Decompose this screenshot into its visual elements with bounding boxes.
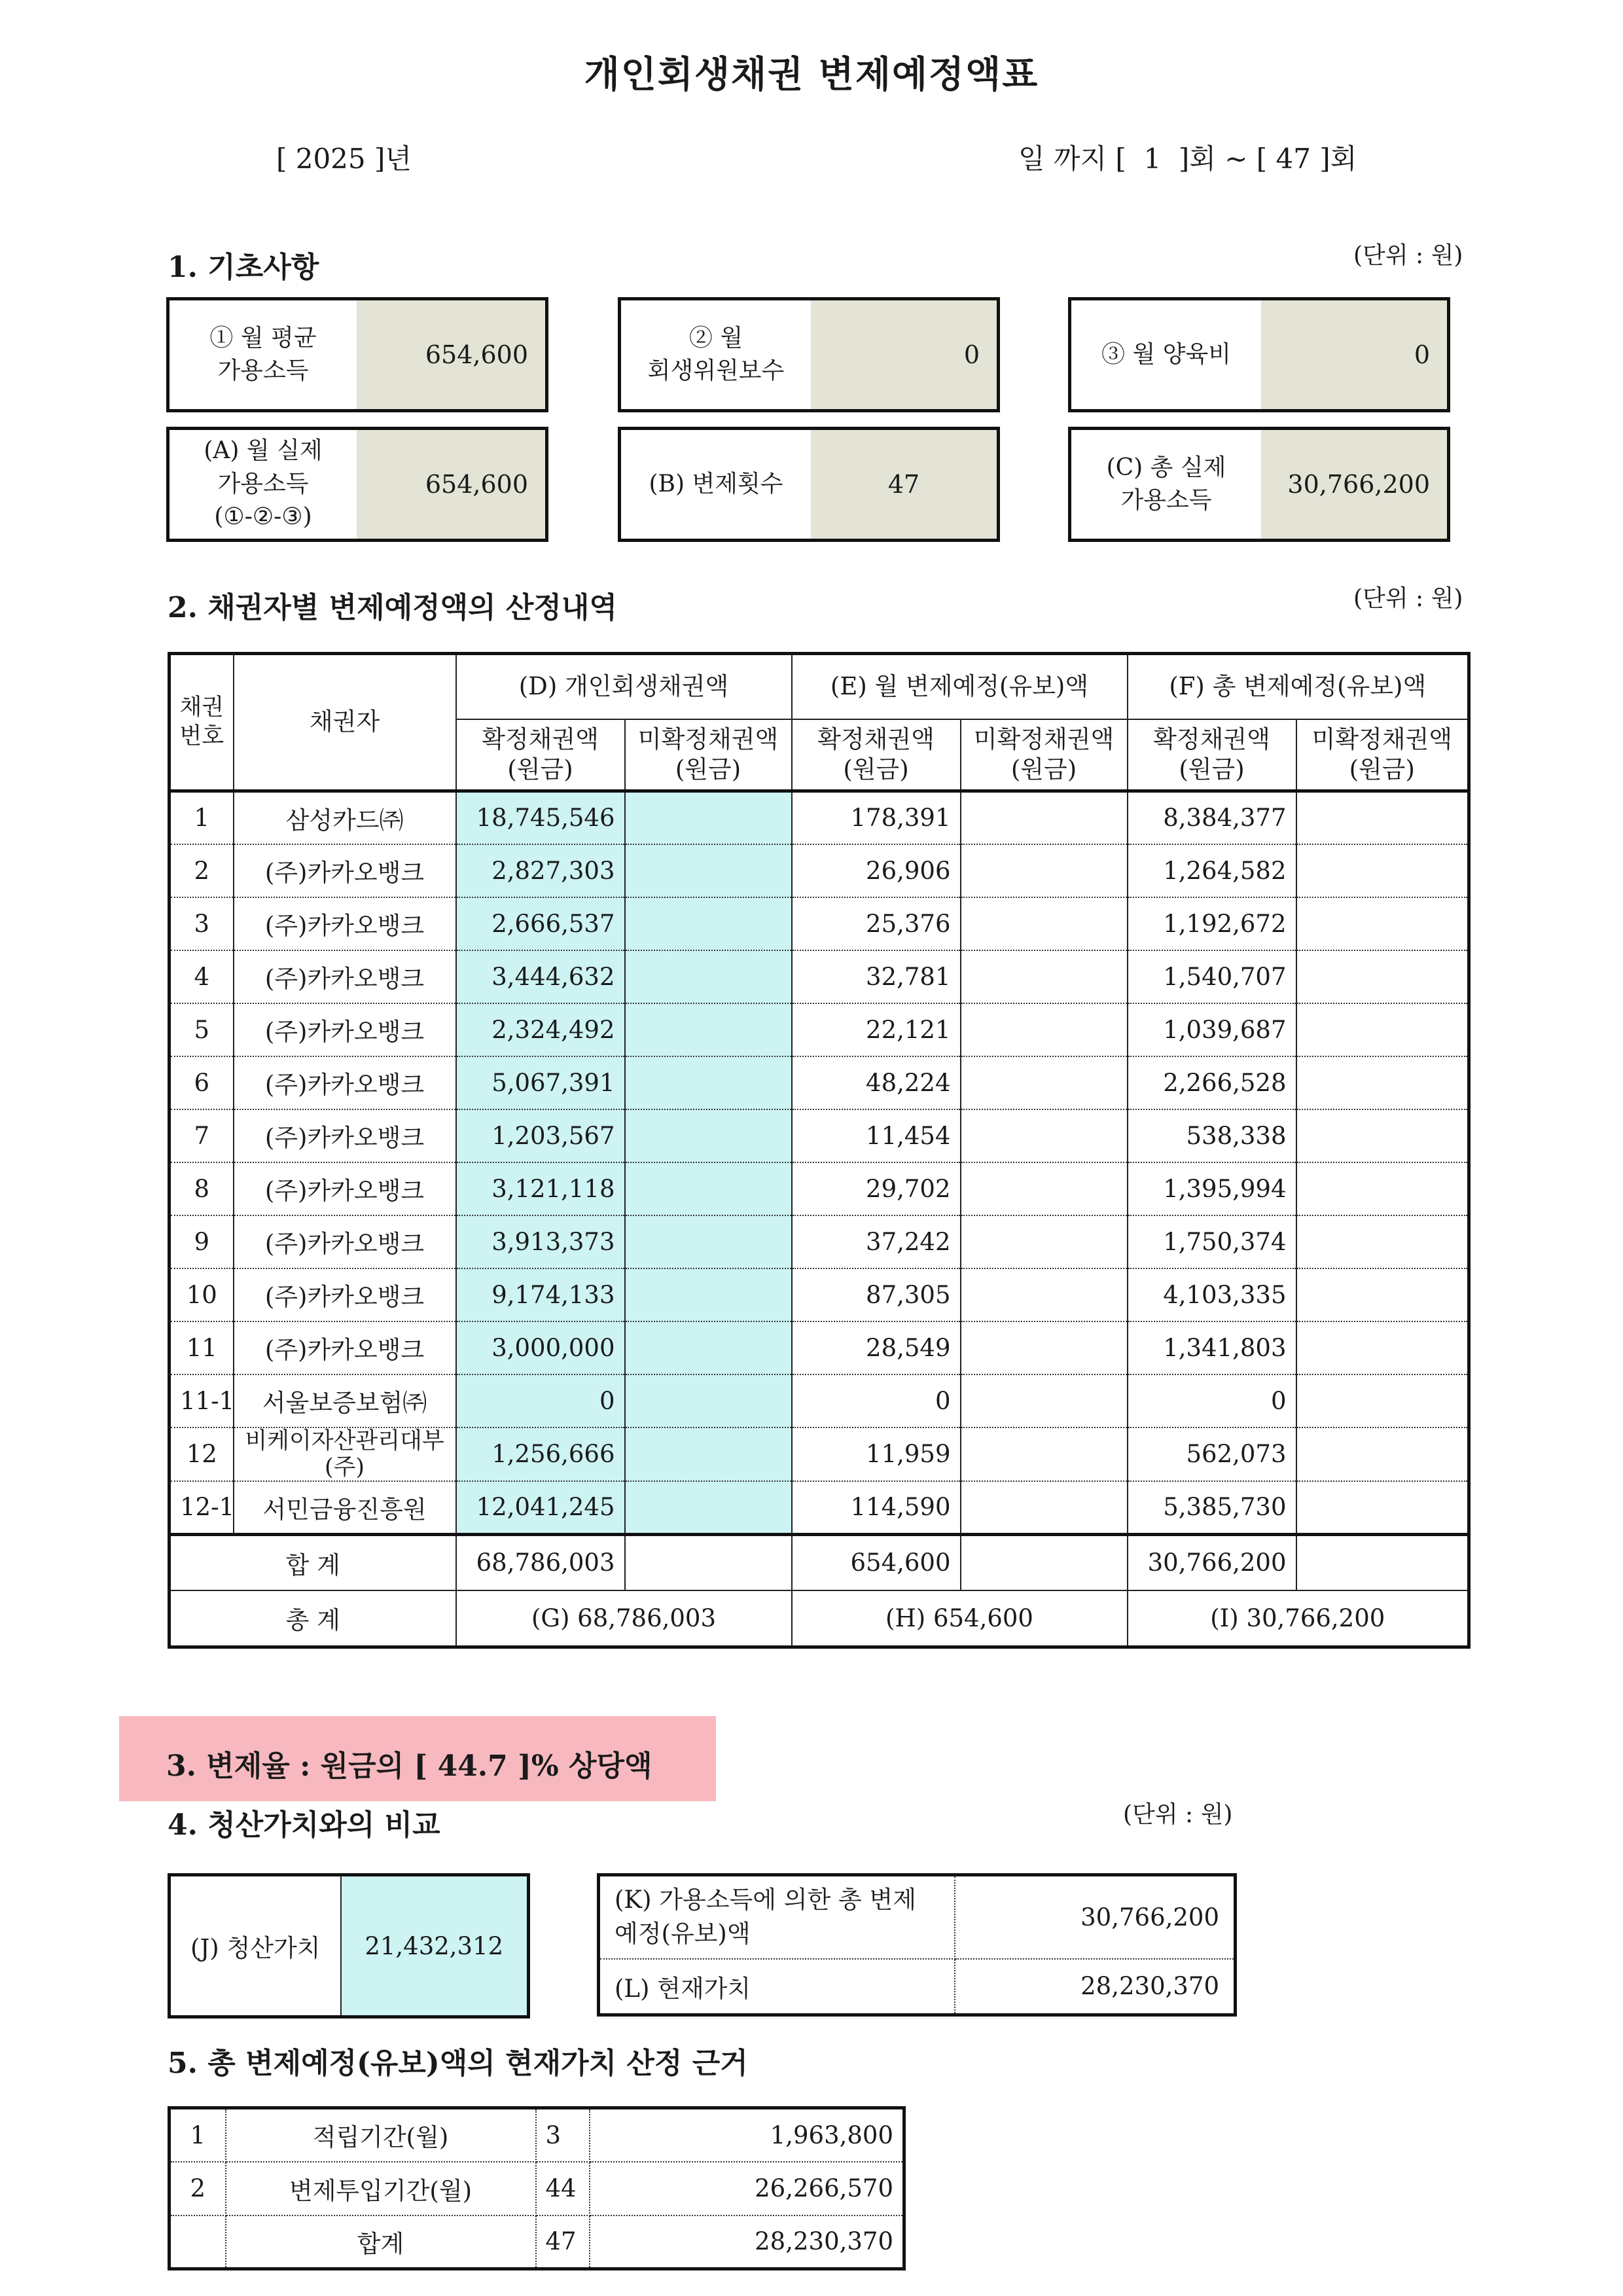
period-field: 일 까지 [ 1 ]회 ~ [ 47 ]회 (1018, 143, 1357, 175)
row-f-unconfirmed (1296, 897, 1469, 950)
row-d-unconfirmed (625, 897, 792, 950)
creditor-table (168, 652, 1471, 1649)
section4-title: 4. 청산가치와의 비교 (168, 1808, 440, 1842)
box-value: 47 (811, 430, 997, 539)
row-creditor: (주)카카오뱅크 (234, 844, 456, 897)
table-row (169, 1374, 1469, 1427)
header-f-confirmed: 확정채권액 (원금) (1128, 719, 1296, 791)
row-no: 4 (169, 950, 234, 1003)
row-d-confirmed: 0 (456, 1374, 625, 1427)
total-label: 총 계 (169, 1590, 456, 1647)
row-d-confirmed: 2,666,537 (456, 897, 625, 950)
row-d-confirmed: 12,041,245 (456, 1481, 625, 1534)
table-row (169, 844, 1469, 897)
year-field: [ 2025 ]년 (276, 143, 412, 175)
row-f-unconfirmed (1296, 1321, 1469, 1374)
row-d-confirmed: 2,827,303 (456, 844, 625, 897)
row-d-unconfirmed (625, 1268, 792, 1321)
row-no: 5 (169, 1003, 234, 1056)
row-e-confirmed: 22,121 (792, 1003, 961, 1056)
row-f-confirmed: 1,750,374 (1128, 1215, 1296, 1268)
row-e-unconfirmed (961, 1374, 1128, 1427)
row-f-confirmed: 538,338 (1128, 1109, 1296, 1162)
row-d-confirmed: 3,121,118 (456, 1162, 625, 1215)
row-creditor: (주)카카오뱅크 (234, 950, 456, 1003)
box-monthly-commissioner-fee (618, 297, 1000, 412)
row-f-confirmed: 0 (1128, 1374, 1296, 1427)
row-e-unconfirmed (961, 1162, 1128, 1215)
row-no: 3 (169, 897, 234, 950)
box-value: 654,600 (357, 430, 545, 539)
row-e-unconfirmed (961, 950, 1128, 1003)
box-label: (B) 변제횟수 (621, 430, 811, 539)
row-no: 12-1 (169, 1481, 234, 1534)
row-e-unconfirmed (961, 1109, 1128, 1162)
row-f-confirmed: 1,395,994 (1128, 1162, 1296, 1215)
table-row (169, 1162, 1469, 1215)
row-f-confirmed: 8,384,377 (1128, 791, 1296, 844)
row-creditor: (주)카카오뱅크 (234, 1003, 456, 1056)
present-value-basis-table (168, 2106, 906, 2270)
row-f-unconfirmed (1296, 1374, 1469, 1427)
row-d-unconfirmed (625, 950, 792, 1003)
row-e-confirmed: 178,391 (792, 791, 961, 844)
repayment-rate-text: 3. 변제율 : 원금의 [ 44.7 ]% 상당액 (166, 1749, 652, 1783)
row-no: 12 (169, 1427, 234, 1482)
box-label: ③ 월 양육비 (1071, 300, 1261, 409)
row-f-confirmed: 1,341,803 (1128, 1321, 1296, 1374)
row-no: 10 (169, 1268, 234, 1321)
row-d-unconfirmed (625, 844, 792, 897)
box-total-actual-income (1068, 427, 1450, 542)
row-f-unconfirmed (1296, 1268, 1469, 1321)
header-e-unconfirmed: 미확정채권액 (원금) (961, 719, 1128, 791)
row-creditor: (주)카카오뱅크 (234, 1321, 456, 1374)
row-d-unconfirmed (625, 1056, 792, 1109)
table-row (169, 1427, 1469, 1482)
l-label: (L) 현재가치 (599, 1959, 955, 2015)
row-no: 7 (169, 1109, 234, 1162)
section2-unit: (단위 : 원) (1353, 585, 1463, 612)
row-no: 11 (169, 1321, 234, 1374)
table-row (169, 1003, 1469, 1056)
total-i: (I) 30,766,200 (1128, 1590, 1469, 1647)
row-e-confirmed: 11,454 (792, 1109, 961, 1162)
row-d-confirmed: 3,000,000 (456, 1321, 625, 1374)
box-monthly-avg-income (166, 297, 548, 412)
row-creditor: (주)카카오뱅크 (234, 1162, 456, 1215)
row-no: 2 (169, 844, 234, 897)
box-label: ① 월 평균 가용소득 (169, 300, 357, 409)
box-actual-income (166, 427, 548, 542)
row-e-confirmed: 29,702 (792, 1162, 961, 1215)
table-row (169, 897, 1469, 950)
basis-amount: 28,230,370 (755, 2227, 893, 2256)
row-f-unconfirmed (1296, 1056, 1469, 1109)
header-f-unconfirmed: 미확정채권액 (원금) (1296, 719, 1469, 791)
row-e-confirmed: 11,959 (792, 1427, 961, 1482)
box-label: (A) 월 실제 가용소득 (①-②-③) (169, 430, 357, 539)
row-e-confirmed: 32,781 (792, 950, 961, 1003)
j-label: (J) 청산가치 (190, 1934, 321, 1962)
header-d: (D) 개인회생채권액 (456, 654, 792, 719)
sum-label: 합 계 (169, 1534, 456, 1590)
row-f-confirmed: 1,039,687 (1128, 1003, 1296, 1056)
row-no: 1 (169, 791, 234, 844)
row-d-unconfirmed (625, 1109, 792, 1162)
basis-no: 1 (169, 2108, 226, 2162)
table-row (169, 791, 1469, 844)
section4-unit: (단위 : 원) (1123, 1801, 1233, 1828)
row-e-unconfirmed (961, 1215, 1128, 1268)
row-f-unconfirmed (1296, 1162, 1469, 1215)
row-d-confirmed: 9,174,133 (456, 1268, 625, 1321)
basis-amount: 26,266,570 (590, 2162, 904, 2215)
total-g: (G) 68,786,003 (456, 1590, 792, 1647)
table-row (169, 1056, 1469, 1109)
basis-no: 2 (169, 2162, 226, 2215)
row-no: 11-1 (169, 1374, 234, 1427)
row-f-unconfirmed (1296, 1427, 1469, 1482)
row-f-unconfirmed (1296, 1003, 1469, 1056)
sum-f: 30,766,200 (1128, 1534, 1296, 1590)
box-monthly-child-support (1068, 297, 1450, 412)
basis-amount: 1,963,800 (590, 2108, 904, 2162)
box-value: 30,766,200 (1261, 430, 1447, 539)
row-f-unconfirmed (1296, 1215, 1469, 1268)
row-e-unconfirmed (961, 1268, 1128, 1321)
row-creditor: (주)카카오뱅크 (234, 1056, 456, 1109)
section1-title: 1. 기초사항 (168, 251, 319, 284)
row-creditor: (주)카카오뱅크 (234, 1215, 456, 1268)
table-row (169, 1109, 1469, 1162)
row-d-confirmed: 1,203,567 (456, 1109, 625, 1162)
row-e-unconfirmed (961, 791, 1128, 844)
section1-unit: (단위 : 원) (1353, 242, 1463, 269)
row-e-confirmed: 37,242 (792, 1215, 961, 1268)
box-label: (C) 총 실제 가용소득 (1071, 430, 1261, 539)
row-f-unconfirmed (1296, 844, 1469, 897)
k-value: 30,766,200 (955, 1875, 1236, 1959)
liquidation-value-table (168, 1873, 530, 2018)
header-no: 채권 번호 (169, 654, 234, 791)
box-value: 654,600 (357, 300, 545, 409)
row-e-confirmed: 26,906 (792, 844, 961, 897)
basis-months: 3 (536, 2108, 590, 2162)
row-d-unconfirmed (625, 1481, 792, 1534)
row-creditor: (주)카카오뱅크 (234, 1268, 456, 1321)
row-no: 6 (169, 1056, 234, 1109)
page-title: 개인회생채권 변제예정액표 (584, 53, 1039, 96)
row-f-unconfirmed (1296, 950, 1469, 1003)
row-d-unconfirmed (625, 1215, 792, 1268)
row-e-confirmed: 114,590 (792, 1481, 961, 1534)
row-e-unconfirmed (961, 1481, 1128, 1534)
row-e-unconfirmed (961, 897, 1128, 950)
table-row (169, 1321, 1469, 1374)
row-f-confirmed: 1,264,582 (1128, 844, 1296, 897)
row-e-confirmed: 28,549 (792, 1321, 961, 1374)
table-row (169, 950, 1469, 1003)
row-creditor: 삼성카드㈜ (234, 791, 456, 844)
row-d-confirmed: 3,913,373 (456, 1215, 625, 1268)
box-repayment-count (618, 427, 1000, 542)
row-f-confirmed: 4,103,335 (1128, 1268, 1296, 1321)
row-d-unconfirmed (625, 1003, 792, 1056)
basis-label: 적립기간(월) (226, 2108, 536, 2162)
header-d-unconfirmed: 미확정채권액 (원금) (625, 719, 792, 791)
header-f: (F) 총 변제예정(유보)액 (1128, 654, 1469, 719)
basis-no (169, 2215, 226, 2269)
total-h: (H) 654,600 (792, 1590, 1128, 1647)
sum-e: 654,600 (792, 1534, 961, 1590)
header-e: (E) 월 변제예정(유보)액 (792, 654, 1128, 719)
row-e-unconfirmed (961, 1003, 1128, 1056)
row-f-unconfirmed (1296, 1481, 1469, 1534)
row-d-confirmed: 2,324,492 (456, 1003, 625, 1056)
row-e-confirmed: 0 (792, 1374, 961, 1427)
row-d-confirmed: 5,067,391 (456, 1056, 625, 1109)
row-creditor: (주)카카오뱅크 (234, 897, 456, 950)
basis-months: 47 (536, 2215, 590, 2269)
box-value: 0 (1261, 300, 1447, 409)
row-d-confirmed: 18,745,546 (456, 791, 625, 844)
basis-label: 합계 (226, 2215, 536, 2269)
row-f-confirmed: 1,192,672 (1128, 897, 1296, 950)
row-e-unconfirmed (961, 1427, 1128, 1482)
header-d-confirmed: 확정채권액 (원금) (456, 719, 625, 791)
row-d-confirmed: 1,256,666 (456, 1427, 625, 1482)
row-f-confirmed: 5,385,730 (1128, 1481, 1296, 1534)
basis-label: 변제투입기간(월) (226, 2162, 536, 2215)
row-d-unconfirmed (625, 1162, 792, 1215)
row-d-unconfirmed (625, 791, 792, 844)
section5-title: 5. 총 변제예정(유보)액의 현재가치 산정 근거 (168, 2047, 748, 2080)
row-e-confirmed: 48,224 (792, 1056, 961, 1109)
row-no: 9 (169, 1215, 234, 1268)
row-f-unconfirmed (1296, 1109, 1469, 1162)
j-value: 21,432,312 (341, 1875, 529, 2017)
header-creditor: 채권자 (234, 654, 456, 791)
sum-d: 68,786,003 (456, 1534, 625, 1590)
table-row (169, 1268, 1469, 1321)
row-f-unconfirmed (1296, 791, 1469, 844)
table-row (169, 1215, 1469, 1268)
row-creditor: 서민금융진흥원 (234, 1481, 456, 1534)
row-d-confirmed: 3,444,632 (456, 950, 625, 1003)
row-creditor: 비케이자산관리대부(주) (234, 1427, 456, 1482)
row-d-unconfirmed (625, 1321, 792, 1374)
header-e-confirmed: 확정채권액 (원금) (792, 719, 961, 791)
basis-months: 44 (536, 2162, 590, 2215)
row-d-unconfirmed (625, 1374, 792, 1427)
row-e-unconfirmed (961, 1321, 1128, 1374)
row-creditor: 서울보증보험㈜ (234, 1374, 456, 1427)
row-f-confirmed: 562,073 (1128, 1427, 1296, 1482)
present-value-table (597, 1873, 1237, 2017)
row-e-unconfirmed (961, 844, 1128, 897)
row-e-confirmed: 87,305 (792, 1268, 961, 1321)
l-value: 28,230,370 (1080, 1972, 1219, 2001)
section2-title: 2. 채권자별 변제예정액의 산정내역 (168, 591, 617, 624)
box-value: 0 (811, 300, 997, 409)
row-f-confirmed: 2,266,528 (1128, 1056, 1296, 1109)
row-f-confirmed: 1,540,707 (1128, 950, 1296, 1003)
table-row (169, 1481, 1469, 1534)
row-creditor: (주)카카오뱅크 (234, 1109, 456, 1162)
row-e-unconfirmed (961, 1056, 1128, 1109)
k-label: (K) 가용소득에 의한 총 변제 예정(유보)액 (599, 1875, 955, 1959)
row-no: 8 (169, 1162, 234, 1215)
row-e-confirmed: 25,376 (792, 897, 961, 950)
box-label: ② 월 회생위원보수 (621, 300, 811, 409)
row-d-unconfirmed (625, 1427, 792, 1482)
